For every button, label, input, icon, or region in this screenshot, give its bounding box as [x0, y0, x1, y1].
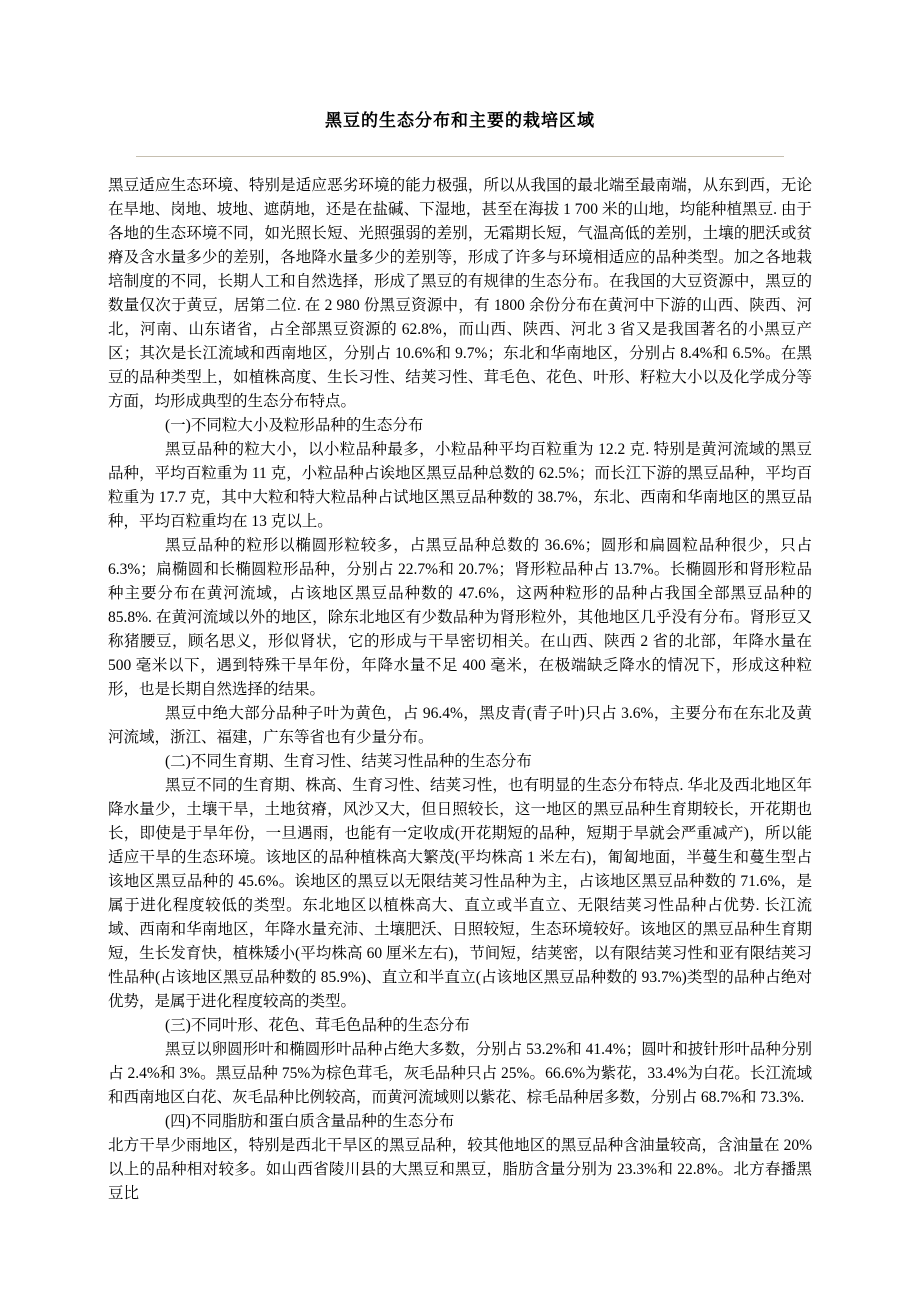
paragraph: (二)不同生育期、生育习性、结荚习性品种的生态分布 — [165, 753, 532, 770]
title-divider — [136, 156, 784, 157]
paragraph: 黑豆品种的粒形以椭圆形粒较多，占黑豆品种总数的 36.6%；圆形和扁圆粒品种很少，只占 6.3%；扁椭圆和长椭圆粒形品种，分别占 22.7%和 20.7%；肾形粒品种占 13.7%。长椭圆形和肾形粒品种主要分布在黄河流域，占该地区黑豆品种数的 47.6%，这两种粒形的品种占我国全部黑豆品种的 85.8%. 在黄河流域以外的地区，除东北地区有少数品种为肾形粒外，其他地区几乎没有分布。肾形豆又称猪腰豆，顾名思义，形似肾状，它的形成与干旱密切相关。在山西、陕西 2 省的北部，年降水量在 500 毫米以下，遇到特殊干旱年份，年降水量不足 400 毫米，在极端缺乏降水的情况下，形成这种粒形，也是长期自然选择的结果。 — [108, 537, 812, 698]
paragraph: 黑豆不同的生育期、株高、生育习性、结荚习性，也有明显的生态分布特点. 华北及西北地区年降水量少，土壤干旱，土地贫瘠，风沙又大，但日照较长，这一地区的黑豆品种生育期较长，开花期也长，即使是于旱年份，一旦遇雨，也能有一定收成(开花期短的品种，短期于旱就会严重减产)，所以能适应干旱的生态环境。该地区的品种植株高大繁茂(平均株高 1 米左右)，匍匐地面，半蔓生和蔓生型占该地区黑豆品种的 45.6%。诶地区的黑豆以无限结荚习性品种为主，占该地区黑豆品种数的 71.6%，是属于进化程度较低的类型。东北地区以植株高大、直立或半直立、无限结荚习性品种占优势. 长江流域、西南和华南地区，年降水量充沛、土壤肥沃、日照较短，生态环境较好。该地区的黑豆品种生育期短，生长发育快，植株矮小(平均株高 60 厘米左右)，节间短，结荚密，以有限结荚习性和亚有限结荚习性品种(占该地区黑豆品种数的 85.9%)、直立和半直立(占该地区黑豆品种数的 93.7%)类型的品种占绝对优势，是属于进化程度较高的类型。 — [108, 777, 812, 1010]
document-title: 黑豆的生态分布和主要的栽培区域 — [325, 111, 595, 131]
paragraph: 黑豆品种的粒大小，以小粒品种最多，小粒品种平均百粒重为 12.2 克. 特别是黄河流域的黑豆品种，平均百粒重为 11 克，小粒品种占诶地区黑豆品种总数的 62.5%；而长江下游的黑豆品种，平均百粒重为 17.7 克，其中大粒和特大粒品种占试地区黑豆品种数的 38.7%，东北、西南和华南地区的黑豆品种，平均百粒重均在 13 克以上。 — [108, 441, 812, 530]
paragraph: (三)不同叶形、花色、茸毛色品种的生态分布 — [165, 1017, 470, 1034]
paragraph: 北方干旱少雨地区，特别是西北干旱区的黑豆品种，较其他地区的黑豆品种含油量较高，含油量在 20%以上的品种相对较多。如山西省陵川县的大黑豆和黑豆，脂肪含量分别为 23.3%和 22.8%。北方春播黑豆比 — [108, 1137, 812, 1202]
paragraph: (四)不同脂肪和蛋白质含量品种的生态分布 — [165, 1113, 455, 1130]
paragraph: (一)不同粒大小及粒形品种的生态分布 — [165, 417, 424, 434]
paragraph: 黑豆适应生态环境、特别是适应恶劣环境的能力极强，所以从我国的最北端至最南端，从东到西，无论在旱地、岗地、坡地、遮荫地，还是在盐碱、下湿地，甚至在海拔 1 700 米的山地，均能种植黑豆. 由于各地的生态环境不同，如光照长短、光照强弱的差别，无霜期长短，气温高低的差别，土壤的肥沃或贫瘠及含水量多少的差别，各地降水量多少的差别等，形成了许多与环境相适应的品种类型。加之各地栽培制度的不同，长期人工和自然选择，形成了黑豆的有规律的生态分布。在我国的大豆资源中，黑豆的数量仅次于黄豆，居第二位. 在 2 980 份黑豆资源中，有 1800 余份分布在黄河中下游的山西、陕西、河北，河南、山东诸省，占全部黑豆资源的 62.8%，而山西、陕西、河北 3 省又是我国著名的小黑豆产区；其次是长江流域和西南地区，分别占 10.6%和 9.7%；东北和华南地区，分别占 8.4%和 6.5%。在黑豆的品种类型上，如植株高度、生长习性、结荚习性、茸毛色、花色、叶形、籽粒大小以及化学成分等方面，均形成典型的生态分布特点。 — [108, 177, 812, 410]
document-body — [108, 174, 812, 1206]
paragraph: 黑豆中绝大部分品种子叶为黄色，占 96.4%，黑皮青(青子叶)只占 3.6%，主要分布在东北及黄河流域，浙江、福建，广东等省也有少量分布。 — [108, 705, 812, 746]
paragraph: 黑豆以卵圆形叶和椭圆形叶品种占绝大多数，分别占 53.2%和 41.4%；圆叶和披针形叶品种分别占 2.4%和 3%。黑豆品种 75%为棕色茸毛，灰毛品种只占 25%。66.6%为紫花，33.4%为白花。长江流域和西南地区白花、灰毛品种比例较高，而黄河流域则以紫花、棕毛品种居多数，分别占 68.7%和 73.3%. — [108, 1041, 812, 1106]
